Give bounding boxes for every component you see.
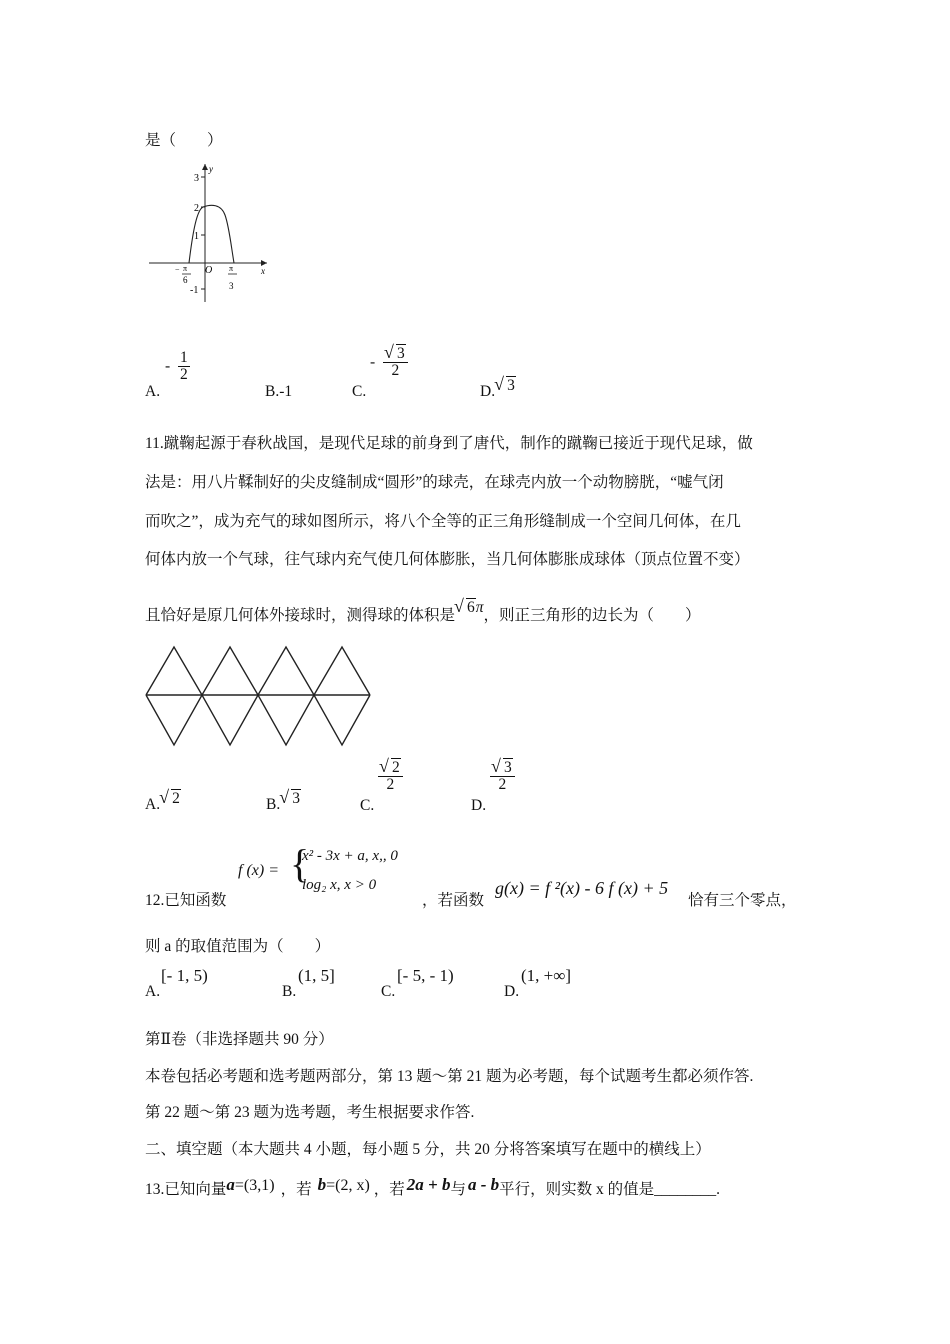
q12-option-b: (1, 5] [298, 966, 335, 985]
section2-desc1: 本卷包括必考题和选考题两部分，第 13 题～第 21 题为必考题，每个试题考生都必须作答. [145, 1068, 754, 1085]
origin-label: O [205, 265, 213, 276]
q13-vec-a-val: =(3,1) [234, 1177, 275, 1194]
q10-function-graph [145, 160, 275, 310]
q10-option-c-sign: - [370, 353, 376, 371]
q12-option-a: [- 1, 5) [161, 966, 208, 985]
q12-option-d-label: D. [504, 983, 520, 1000]
q11-option-c-den: 2 [386, 776, 395, 794]
q10-option-c-num: 3 [397, 345, 405, 362]
q10-option-a-sign: - [165, 357, 171, 375]
x-axis-label: x [261, 266, 265, 276]
q12-option-c-label: C. [381, 983, 396, 1000]
q12-line2: 则 a 的取值范围为（ ） [145, 938, 331, 955]
y-tick-neg1: -1 [190, 285, 199, 296]
q11-option-c-label: C. [360, 797, 375, 814]
q13-vec-a: a [226, 1175, 235, 1194]
neg-x-sign: − [175, 265, 180, 274]
q11-option-d [490, 760, 515, 794]
q12-brace: { [290, 841, 310, 886]
q11-option-d-den: 2 [498, 776, 507, 794]
y-tick-2: 2 [194, 203, 199, 214]
q11-option-c [378, 760, 403, 794]
q11-line5: 且恰好是原几何体外接球时，测得球的体积是√ 6π，则正三角形的边长为（ ） [145, 603, 701, 625]
q10-stem-tail: 是（ ） [145, 132, 223, 149]
q12-prefix: 12.已知函数 [145, 892, 227, 909]
q10-option-b: B.-1 [265, 383, 293, 400]
q11-line1: 11.蹴鞠起源于春秋战国，是现代足球的前身到了唐代，制作的蹴鞠已接近于现代足球，做 [145, 435, 753, 452]
q11-line4: 何体内放一个气球，往气球内充气使几何体膨胀，当几何体膨胀成球体（顶点位置不变） [145, 551, 750, 568]
q11-line3: 而吹之”，成为充气的球如图所示，将八个全等的正三角形缝制成一个空间几何体，在几 [145, 513, 741, 530]
neg-x-den: 6 [183, 275, 188, 285]
q12-option-a-label: A. [145, 983, 161, 1000]
q12-g-expr: g(x) = f ²(x) - 6 f (x) + 5 [495, 878, 669, 898]
q12-suffix: 恰有三个零点， [688, 892, 797, 909]
q10-option-a-num: 1 [180, 349, 188, 366]
q10-option-c [370, 346, 408, 380]
y-tick-3: 3 [194, 173, 199, 184]
q11-option-c-num: 2 [392, 759, 400, 776]
q13-expr1: 2a + b [406, 1175, 451, 1194]
neg-x-num: π [183, 264, 188, 273]
q12-option-d: (1, +∞] [521, 966, 572, 985]
pos-x-den: 3 [229, 281, 234, 291]
section2-desc2: 第 22 题～第 23 题为选考题，考生根据要求作答. [145, 1104, 475, 1121]
q11-option-a-rad: 2 [172, 790, 180, 807]
q11-option-b: B.√ 3 [266, 790, 301, 808]
section2-title: 第Ⅱ卷（非选择题共 90 分） [145, 1031, 334, 1048]
q11-option-a: A.√ 2 [145, 790, 181, 808]
q12-case2: log₂ x, x > 0 [302, 877, 377, 893]
q13-expr2: a - b [468, 1175, 500, 1194]
q13-vec-b: b [317, 1175, 327, 1194]
q12-option-b-label: B. [282, 983, 297, 1000]
q10-option-a-label: A. [145, 383, 161, 400]
q12-option-c: [- 5, - 1) [397, 966, 454, 985]
q10-option-c-den: 2 [391, 362, 400, 380]
q12-f-lhs: f (x) = [238, 862, 279, 879]
fill-in-section-title: 二、填空题（本大题共 4 小题，每小题 5 分，共 20 分将答案填写在题中的横线上） [145, 1141, 711, 1158]
q11-line2: 法是：用八片鞣制好的尖皮缝制成“圆形”的球壳，在球壳内放一个动物膀胱，“嘘气闭 [145, 474, 724, 491]
q11-triangle-net-figure [143, 645, 378, 750]
q11-option-d-num: 3 [504, 759, 512, 776]
q11-volume-pi: π [475, 599, 484, 616]
q11-option-d-label: D. [471, 797, 487, 814]
q10-option-d: D.√ 3 [480, 377, 516, 395]
q10-option-c-label: C. [352, 383, 367, 400]
q13-line: 13.已知向量a=(3,1) ，若 b=(2, x) ，若 2a + b与 a - b平行，则实数 x 的值是________. [145, 1175, 721, 1198]
q13-vec-b-val: =(2, x) [326, 1177, 370, 1194]
q10-option-d-rad: 3 [507, 377, 515, 394]
y-tick-1: 1 [194, 231, 199, 242]
q11-option-b-rad: 3 [292, 790, 300, 807]
q10-option-a-den: 2 [180, 366, 188, 384]
q12-case1: x² - 3x + a, x,, 0 [302, 848, 398, 864]
y-axis-label: y [209, 164, 213, 174]
q12-mid: ，若函数 [422, 892, 485, 909]
q11-volume-rad: 6 [467, 599, 475, 616]
q10-option-a [165, 350, 190, 384]
pos-x-num: π [229, 264, 234, 273]
